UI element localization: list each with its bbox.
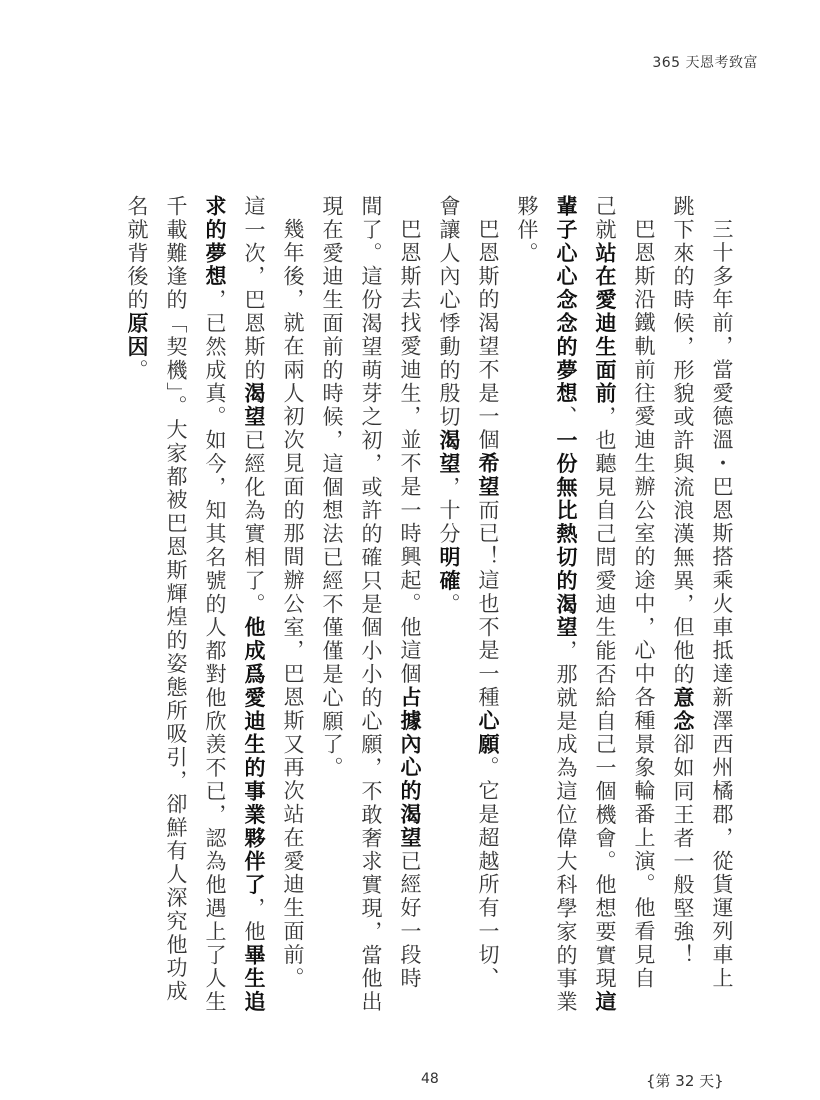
text-column — [391, 195, 429, 1048]
text-column — [547, 195, 585, 1025]
running-head-title: 365 天恩考致富 — [652, 55, 758, 71]
text-segment: 巴恩斯去找愛迪生，並不是一時興起。他這個 — [398, 218, 422, 686]
emphasis-text: 占據內心的渴望 — [398, 686, 422, 850]
text-column — [469, 195, 507, 1048]
text-segment: 跳下來的時候，形貌或許與流浪漢無異，但他的 — [671, 195, 695, 687]
text-segment: 幾年後，就在兩人初次見面的那間辦公室，巴恩斯又再次站在愛迪生面前。 — [281, 218, 305, 991]
emphasis-text: 他成爲愛迪生的事業夥伴了 — [242, 616, 266, 898]
text-segment: ，他 — [242, 897, 266, 944]
text-segment: 、 — [554, 405, 578, 430]
emphasis-text: 輩子心心念念的夢想 — [554, 195, 578, 406]
emphasis-text: 心願 — [476, 709, 500, 757]
text-column — [196, 195, 234, 1025]
text-column — [352, 195, 390, 1025]
text-column — [625, 195, 663, 1048]
text-segment: ，十分 — [437, 475, 461, 547]
text-column — [703, 195, 741, 1048]
emphasis-text: 意念 — [671, 686, 695, 734]
text-segment: 現在愛迪生面前的時候，這個想法已經不僅僅是心願了。 — [320, 195, 344, 780]
text-segment: 巴恩斯沿鐵軌前往愛迪生辦公室的途中，心中各種景象輪番上演。他看見自 — [632, 218, 656, 991]
text-column — [430, 195, 468, 1025]
text-segment: 這一次，巴恩斯的 — [242, 195, 266, 383]
text-segment: 卻如同王者一般堅強！ — [671, 733, 695, 968]
day-label: {第 32 天} — [646, 1072, 724, 1090]
text-segment: 會讓人內心悸動的殷切 — [437, 195, 461, 429]
text-segment: 。它是超越所有一切、 — [476, 756, 500, 991]
emphasis-text: 一份無比熱切的渴望 — [554, 429, 578, 640]
emphasis-text: 原因 — [125, 312, 149, 359]
text-segment: 夥伴。 — [515, 195, 539, 266]
text-segment: 三十多年前，當愛德溫・巴恩斯搭乘火車抵達新澤西州橘郡，從貨運列車上 — [710, 218, 734, 991]
emphasis-text: 明確 — [437, 546, 461, 593]
text-column — [274, 195, 312, 1048]
emphasis-text: 渴望 — [242, 382, 266, 430]
text-segment: 已經好一段時 — [398, 849, 422, 991]
text-column — [313, 195, 351, 1025]
emphasis-text: 畢生追 — [242, 943, 266, 1015]
text-column — [586, 195, 624, 1025]
text-segment: 千載難逢的「契機」。大家都被巴恩斯輝煌的姿態所吸引，卻鮮有人深究他功成 — [164, 195, 188, 1004]
text-segment: 巴恩斯的渴望不是一個 — [476, 218, 500, 452]
text-segment: ，那就是成為這位偉大科學家的事業 — [554, 639, 578, 1015]
text-segment: 。 — [437, 592, 461, 617]
text-segment: 而已！這也不是一種 — [476, 498, 500, 710]
text-column — [157, 195, 195, 1025]
text-segment: ，已然成真。如今，知其名號的人都對他欣羡不已，認為他遇上了人生 — [203, 288, 227, 1015]
text-column — [664, 195, 702, 1025]
emphasis-text: 渴望 — [437, 429, 461, 476]
text-segment: 間了。這份渴望萌芽之初，或許的確只是個小小的心願，不敢奢求實現，當他出 — [359, 195, 383, 1014]
text-segment: 名就背後的 — [125, 195, 149, 312]
emphasis-text: 求的夢想 — [203, 195, 227, 289]
text-segment: ，也聽見自己問愛迪生能否給自己一個機會。他想要實現 — [593, 405, 617, 991]
text-column — [235, 195, 273, 1025]
text-segment: 已經化為實相了。 — [242, 429, 266, 617]
emphasis-text: 站在愛迪生面前 — [593, 241, 617, 406]
text-column — [118, 195, 156, 1025]
text-segment: 。 — [125, 358, 149, 383]
emphasis-text: 希望 — [476, 452, 500, 499]
text-column — [508, 195, 546, 1025]
page-number: 48 — [421, 1071, 439, 1087]
emphasis-text: 這 — [593, 990, 617, 1015]
text-segment: 己就 — [593, 195, 617, 242]
